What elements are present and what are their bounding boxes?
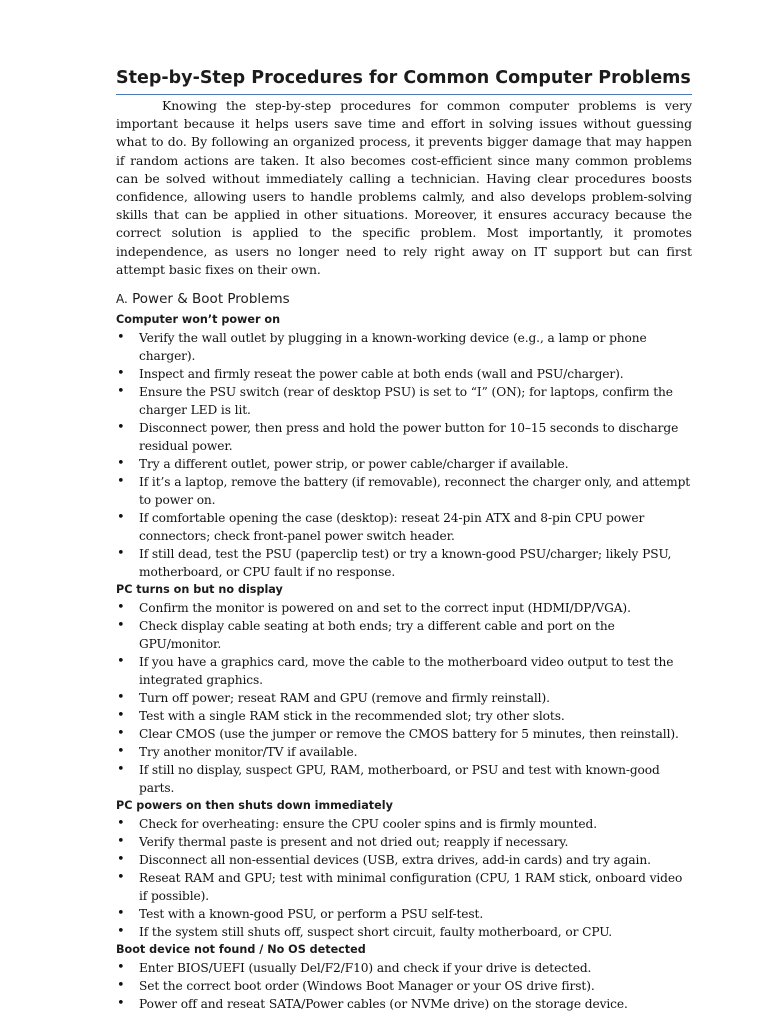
section-title: Power & Boot Problems xyxy=(132,291,290,308)
list-item: • Turn off power; reseat RAM and GPU (remove and firmly reinstall). xyxy=(116,689,692,707)
list-item: • Enter BIOS/UEFI (usually Del/F2/F10) and check if your drive is detected. xyxy=(116,959,692,977)
list-item: • Try another monitor/TV if available. xyxy=(116,743,692,761)
list-item: • Clear CMOS (use the jumper or remove the CMOS battery for 5 minutes, then reinstall). xyxy=(116,725,692,743)
list-item: • If still no display, suspect GPU, RAM, motherboard, or PSU and test with known-good parts. xyxy=(116,761,692,797)
list-item: • If comfortable opening the case (desktop): reseat 24-pin ATX and 8-pin CPU power connectors; check front-panel power switch header. xyxy=(116,509,692,545)
list-item: • Reseat RAM and GPU; test with minimal configuration (CPU, 1 RAM stick, onboard video if possible). xyxy=(116,869,692,905)
section-letter: A. xyxy=(116,292,128,307)
list-item: • Power off and reseat SATA/Power cables (or NVMe drive) on the storage device. xyxy=(116,995,692,1013)
section-heading xyxy=(116,291,692,307)
page-title: Step-by-Step Procedures for Common Computer Problems xyxy=(116,68,692,95)
list-wont-power-on xyxy=(116,329,692,581)
list-item: • If the system still shuts off, suspect short circuit, faulty motherboard, or CPU. xyxy=(116,923,692,941)
list-item: • Inspect and firmly reseat the power cable at both ends (wall and PSU/charger). xyxy=(116,365,692,383)
list-item: • Disconnect power, then press and hold the power button for 10–15 seconds to discharge residual power. xyxy=(116,419,692,455)
subheading-shuts-down: PC powers on then shuts down immediately xyxy=(116,799,393,813)
list-item: • Disconnect all non-essential devices (USB, extra drives, add-in cards) and try again. xyxy=(116,851,692,869)
list-shuts-down xyxy=(116,815,692,941)
intro-paragraph: Knowing the step-by-step procedures for common computer problems is very important because it helps users save time and effort in solving issues without guessing what to do. By following an organized process, it prevents bigger damage that may happen if random actions are taken. It also becomes cost-efficient since many common problems can be solved without immediately calling a technician. Having clear procedures boosts confidence, allowing users to handle problems calmly, and also develops problem-solving skills that can be applied in other situations. Moreover, it ensures accuracy because the correct solution is applied to the specific problem. Most importantly, it promotes independence, as users no longer need to rely right away on IT support but can first attempt basic fixes on their own. xyxy=(116,98,692,277)
list-item: • Test with a known-good PSU, or perform a PSU self-test. xyxy=(116,905,692,923)
list-item: • If still dead, test the PSU (paperclip test) or try a known-good PSU/charger; likely PSU, motherboard, or CPU fault if no response. xyxy=(116,545,692,581)
list-item: • Ensure the PSU switch (rear of desktop PSU) is set to “I” (ON); for laptops, confirm the charger LED is lit. xyxy=(116,383,692,419)
list-item: • Verify thermal paste is present and not dried out; reapply if necessary. xyxy=(116,833,692,851)
list-item: • Set the correct boot order (Windows Boot Manager or your OS drive first). xyxy=(116,977,692,995)
list-item: • Verify the wall outlet by plugging in a known-working device (e.g., a lamp or phone charger). xyxy=(116,329,692,365)
list-item: • If it’s a laptop, remove the battery (if removable), reconnect the charger only, and attempt to power on. xyxy=(116,473,692,509)
subheading-boot-device: Boot device not found / No OS detected xyxy=(116,943,366,957)
list-item: • Check display cable seating at both ends; try a different cable and port on the GPU/monitor. xyxy=(116,617,692,653)
list-item: • Test with a single RAM stick in the recommended slot; try other slots. xyxy=(116,707,692,725)
list-boot-device xyxy=(116,959,692,1013)
list-no-display xyxy=(116,599,692,797)
subheading-wont-power-on: Computer won’t power on xyxy=(116,313,281,327)
list-item: • Try a different outlet, power strip, or power cable/charger if available. xyxy=(116,455,692,473)
list-item: • Check for overheating: ensure the CPU cooler spins and is firmly mounted. xyxy=(116,815,692,833)
subheading-no-display: PC turns on but no display xyxy=(116,583,283,597)
list-item: • Confirm the monitor is powered on and set to the correct input (HDMI/DP/VGA). xyxy=(116,599,692,617)
list-item: • If you have a graphics card, move the cable to the motherboard video output to test the integrated graphics. xyxy=(116,653,692,689)
